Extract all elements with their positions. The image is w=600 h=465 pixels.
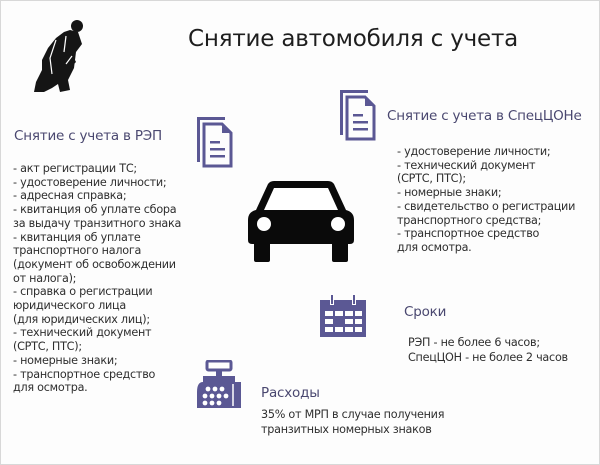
list-item: от налога);: [13, 271, 77, 285]
rep-document-list: [13, 162, 181, 395]
list-item: транспортного налога: [13, 244, 142, 258]
cash-register-icon: [195, 360, 245, 410]
page-title: Снятие автомобиля с учета: [188, 26, 519, 52]
terms-list: [408, 336, 568, 365]
list-item: - удостоверение личности;: [13, 175, 167, 189]
list-item: - номерные знаки;: [13, 353, 118, 367]
list-item: - номерные знаки;: [397, 186, 502, 200]
thinker-statue-icon: [30, 18, 90, 96]
list-item: транспортного средства;: [397, 213, 542, 227]
list-item: (СРТС, ПТС);: [397, 172, 466, 186]
list-item: (для юридических лиц);: [13, 312, 150, 326]
list-item: (документ об освобождении: [13, 257, 176, 271]
speccon-document-list: [397, 145, 575, 255]
list-item: - акт регистрации ТС;: [13, 162, 137, 175]
list-item: для осмотра.: [13, 381, 88, 395]
list-item: - транспортное средство: [13, 367, 156, 381]
rep-heading: Снятие с учета в РЭП: [14, 128, 162, 144]
list-item: за выдачу транзитного знака: [13, 216, 182, 230]
list-item: юридического лица: [13, 299, 126, 313]
list-item: - квитанция об уплате сбора: [13, 203, 177, 217]
list-item: СпецЦОН - не более 2 часов: [408, 350, 568, 364]
calendar-icon: [319, 294, 367, 338]
list-item: транзитных номерных знаков: [261, 422, 432, 436]
document-icon: [338, 89, 380, 141]
list-item: для осмотра.: [397, 240, 472, 254]
list-item: - транспортное средство: [397, 227, 540, 241]
list-item: РЭП - не более 6 часов;: [408, 336, 540, 349]
list-item: 35% от МРП в случае получения: [261, 408, 445, 421]
document-icon: [195, 116, 237, 168]
speccon-heading: Снятие с учета в СпецЦОНе: [387, 108, 582, 124]
list-item: - свидетельство о регистрации: [397, 199, 576, 213]
costs-heading: Расходы: [261, 385, 320, 401]
list-item: - удостоверение личности;: [397, 145, 551, 158]
list-item: - технический документ: [397, 158, 536, 172]
list-item: - квитанция об уплате: [13, 230, 141, 244]
costs-list: [261, 408, 444, 437]
list-item: (СРТС, ПТС);: [13, 340, 82, 354]
list-item: - справка о регистрации: [13, 285, 153, 299]
list-item: - адресная справка;: [13, 189, 127, 203]
car-icon: [246, 180, 356, 262]
terms-heading: Сроки: [404, 304, 447, 320]
list-item: - технический документ: [13, 326, 152, 340]
